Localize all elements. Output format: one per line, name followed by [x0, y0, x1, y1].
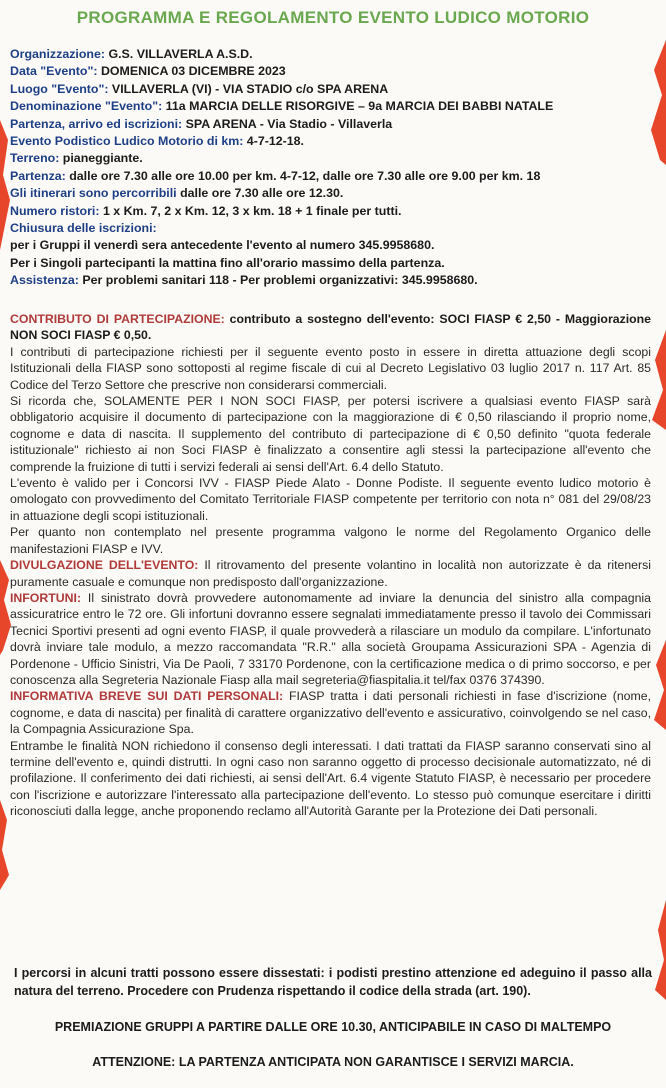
contributo-paragraph-3: L'evento è valido per i Concorsi IVV - FIASP Piede Alato - Donne Podiste. Il seguente evento ludico motorio è omologato con provvedimento del Comitato Territoriale FIASP competente per territorio con nota n° 081 del 29/08/23 in attuazione degli scopi istituzionali.	[10, 476, 651, 523]
info-terreno: Terreno: pianeggiante.	[10, 151, 143, 166]
info-itinerari: Gli itinerari sono percorribili dalle ore 7.30 alle ore 12.30.	[10, 186, 344, 201]
info-chiusura-gruppi: per i Gruppi il venerdì sera antecedente l'evento al numero 345.9958680.	[10, 238, 435, 253]
early-start-notice: ATTENZIONE: LA PARTENZA ANTICIPATA NON GARANTISCE I SERVIZI MARCIA.	[92, 1055, 574, 1069]
privacy-paragraph-2: Entrambe le finalità NON richiedono il consenso degli interessati. I dati trattati da FIASP saranno conservati sino al termine dell'evento e, quindi distrutti. In ogni caso non saranno oggetto di processo decisionale automatizzato, né di profilazione. Il conferimento dei dati richiesti, ai sensi dell'Art. 6.4 vigente Statuto FIASP, è necessario per procedere con l'iscrizione e autorizzare l'interessato alla partecipazione dell'evento. Lo stesso può comunque esercitare i diritti riconosciuti dalla legge, anche proponendo reclamo all'Autorità Garante per la Protezione dei Dati personali.	[10, 738, 651, 819]
info-luogo: Luogo "Evento": VILLAVERLA (VI) - VIA STADIO c/o SPA ARENA	[10, 81, 389, 96]
info-ristori: Numero ristori: 1 x Km. 7, 2 x Km. 12, 3 x km. 18 + 1 finale per tutti.	[10, 203, 402, 218]
contributo-paragraph-4: Per quanto non contemplato nel presente programma valgono le norme del Regolamento Organico delle manifestazioni FIASP e IVV.	[10, 525, 651, 556]
info-chiusura: Chiusura delle iscrizioni:	[10, 221, 157, 236]
event-info	[10, 46, 650, 290]
privacy-paragraph: INFORMATIVA BREVE SUI DATI PERSONALI: FIASP tratta i dati personali richiesti in fase d'iscrizione (nome, cognome, e data di nascita) per finalità di carattere organizzativo dell'evento e assicurativo, coinvolgendo se nel caso, la Compagnia Assicurazione Spa.	[10, 689, 652, 737]
awards-notice: PREMIAZIONE GRUPPI A PARTIRE DALLE ORE 10.30, ANTICIPABILE IN CASO DI MALTEMPO	[54, 1020, 612, 1034]
infortuni-paragraph: INFORTUNI: Il sinistrato dovrà provvedere autonomamente ad inviare la denuncia del sinistro alla compagnia assicuratrice entro le 72 ore. Gli infortuni dovranno essere segnalati immediatamente presso il tavolo dei Commissari Tecnici Sportivi presenti ad ogni evento FIASP, il quale provvederà a rilasciare un modulo da compilare. L'infortunato dovrà inviare tale modulo, a mezzo raccomandata "R.R." alla società Groupama Assicurazioni SPA - Agenzia di Pordenone - Ufficio Sinistri, Via De Paoli, 7 33170 Pordenone, con la certificazione medica o di primo soccorso, e per conoscenza alla Segreteria Nazionale Fiasp alla mail segreteria@fiaspitalia.it tel/fax 0376 374390.	[10, 590, 651, 687]
regulations	[10, 311, 651, 820]
contributo-lead: CONTRIBUTO DI PARTECIPAZIONE: contributo a sostegno dell'evento: SOCI FIASP € 2,50 - Maggiorazione NON SOCI FIASP € 0,50.	[10, 312, 651, 343]
page-title: PROGRAMMA E REGOLAMENTO EVENTO LUDICO MOTORIO	[76, 8, 590, 27]
info-partenza: Partenza: dalle ore 7.30 alle ore 10.00 per km. 4-7-12, dalle ore 7.30 alle ore 9.00 per km. 18	[10, 168, 541, 183]
info-chiusura-singoli: Per i Singoli partecipanti la mattina fino all'orario massimo della partenza.	[10, 255, 445, 270]
contributo-paragraph-2: Si ricorda che, SOLAMENTE PER I NON SOCI FIASP, per potersi iscrivere a qualsiasi evento FIASP sarà obbligatorio acquisire il documento di partecipazione con la maggiorazione di € 0,50 rilasciando il proprio nome, cognome e data di nascita. Il supplemento del contributo di partecipazione di € 0,50 definito "quota federale istituzionale" richiesto ai non Soci FIASP è finalizzato a consentire agli stessi la partecipazione all'evento che comprende la fruizione di tutti i servizi federali ai sensi dell'Art. 6.4 dello Statuto.	[10, 394, 651, 474]
info-organizzazione: Organizzazione: G.S. VILLAVERLA A.S.D.	[10, 47, 253, 61]
info-km: Evento Podistico Ludico Motorio di km: 4-7-12-18.	[10, 134, 304, 149]
info-denominazione: Denominazione "Evento": 11a MARCIA DELLE RISORGIVE – 9a MARCIA DEI BABBI NATALE	[10, 99, 554, 114]
contributo-paragraph-1: I contributi di partecipazione richiesti per il seguente evento posto in essere in diretta attuazione degli scopi Istituzionali della FIASP sono sottoposti al regime fiscale di cui al Decreto Legislativo 03 luglio 2017 n. 117 Art. 85 Codice del Terzo Settore che prescrive non considerarsi commerciali.	[10, 344, 651, 392]
info-partenza-arrivo: Partenza, arrivo ed iscrizioni: SPA ARENA - Via Stadio - Villaverla	[10, 116, 393, 131]
info-assistenza: Assistenza: Per problemi sanitari 118 - Per problemi organizzativi: 345.9958680.	[10, 273, 478, 288]
terrain-warning: I percorsi in alcuni tratti possono essere dissestati: i podisti prestino attenzione ed adeguino il passo alla natura del terreno. Procedere con Prudenza rispettando il codice della strada (art. 190).	[14, 966, 652, 998]
info-data: Data "Evento": DOMENICA 03 DICEMBRE 2023	[10, 64, 286, 79]
divulgazione-paragraph: DIVULGAZIONE DELL'EVENTO: Il ritrovamento del presente volantino in località non autorizzate è da ritenersi puramente casuale e comunque non predisposto dall'organizzazione.	[10, 558, 651, 589]
